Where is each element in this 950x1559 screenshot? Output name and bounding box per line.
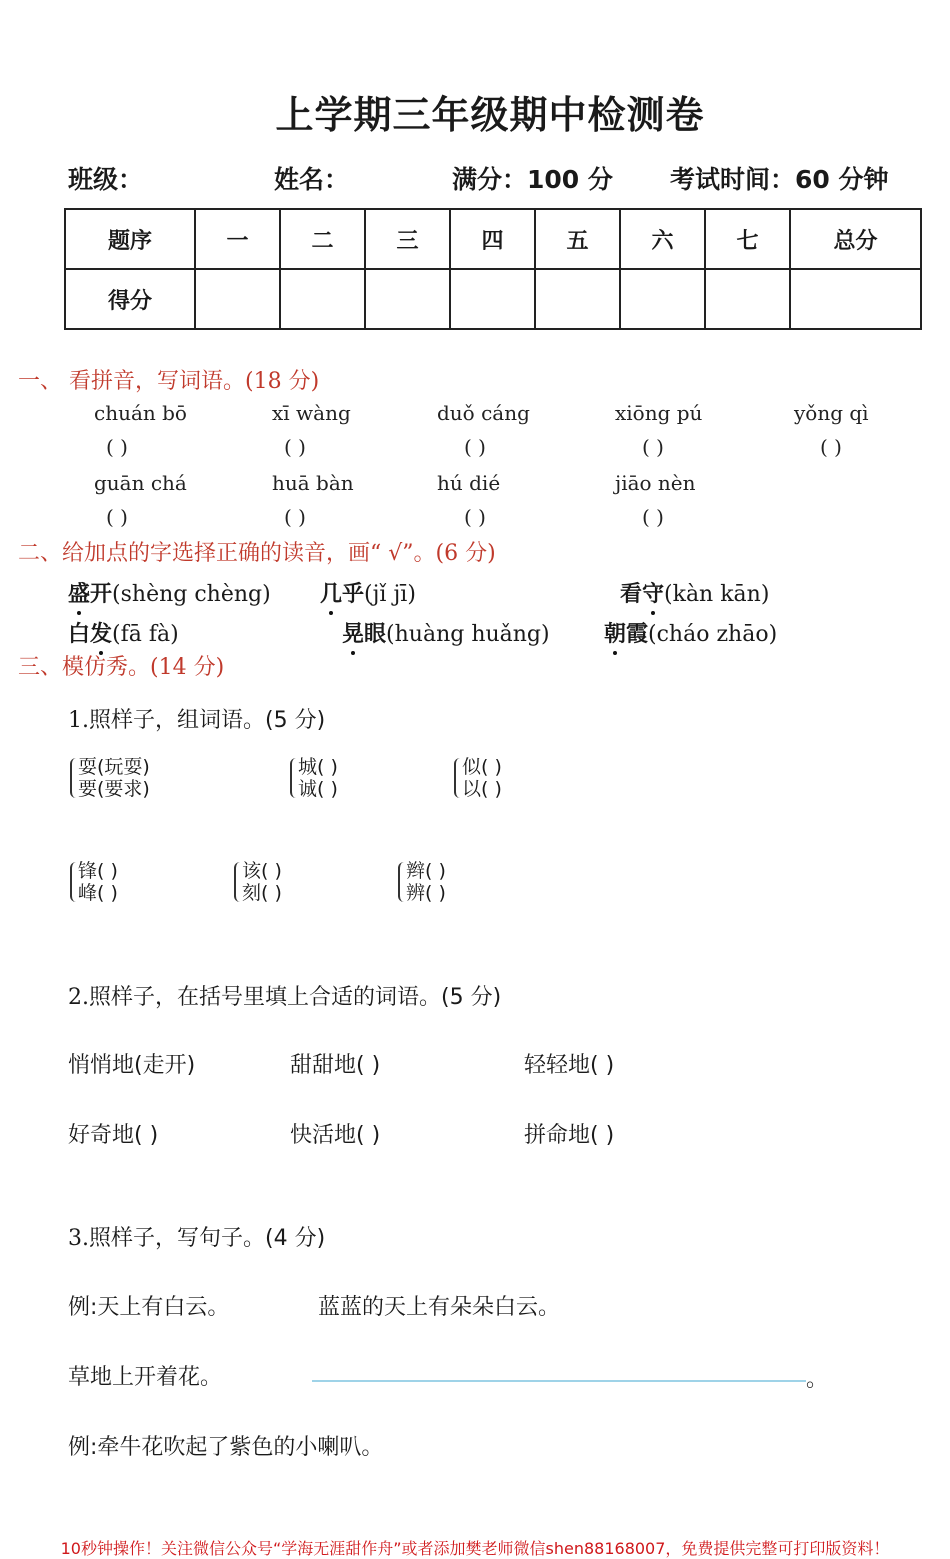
table-cell: 总分	[790, 209, 921, 269]
section-3-heading: 三、模仿秀。(14 分)	[18, 655, 225, 680]
word-pair[interactable]: 该( ) 刻( )	[234, 860, 324, 906]
page-title: 上学期三年级期中检测卷	[275, 93, 705, 137]
score-cell[interactable]	[450, 269, 535, 329]
score-cell[interactable]	[790, 269, 921, 329]
reading-options[interactable]: (huàng huǎng)	[386, 622, 550, 647]
reading-options[interactable]: (cháo zhāo)	[648, 622, 778, 647]
fill-item[interactable]: 轻轻地( )	[524, 1053, 615, 1078]
dotted-char: 朝	[604, 622, 626, 647]
score-table-header-row	[65, 209, 921, 269]
section-2-heading: 二、给加点的字选择正确的读音，画“ √”。(6 分)	[18, 541, 496, 566]
word-pair[interactable]: 城( ) 诚( )	[290, 756, 380, 802]
word-pair[interactable]: 锋( ) 峰( )	[70, 860, 160, 906]
score-cell[interactable]	[620, 269, 705, 329]
pinyin-item: duǒ cáng	[437, 401, 530, 425]
table-cell: 六	[620, 209, 705, 269]
score-table-score-row	[65, 269, 921, 329]
reading-item: 看守 (kàn kān)	[620, 577, 769, 608]
reading-options[interactable]: (jǐ jī)	[364, 582, 416, 607]
word-pair[interactable]: 似( ) 以( )	[454, 756, 544, 802]
score-cell[interactable]	[280, 269, 365, 329]
table-cell: 七	[705, 209, 790, 269]
answer-blank[interactable]: ( )	[284, 505, 306, 529]
reading-item: 白发 (fā fà)	[68, 617, 179, 648]
pinyin-item: jiāo nèn	[615, 471, 696, 495]
answer-blank[interactable]: ( )	[464, 505, 486, 529]
full-score: 满分：100 分	[452, 165, 613, 194]
score-table	[64, 208, 922, 330]
fill-item: 悄悄地(走开)	[68, 1053, 196, 1078]
fill-item[interactable]: 好奇地( )	[68, 1123, 159, 1148]
pinyin-item: huā bàn	[272, 471, 354, 495]
table-cell: 四	[450, 209, 535, 269]
dotted-char: 盛	[68, 582, 90, 607]
pinyin-item: guān chá	[94, 471, 187, 495]
answer-blank[interactable]: ( )	[464, 435, 486, 459]
table-cell: 五	[535, 209, 620, 269]
dotted-char: 发	[90, 622, 112, 647]
footer-notice: 10秒钟操作！关注微信公众号“学海无涯甜作舟”或者添加樊老师微信shen88168007，免费提供完整可打印版资料！	[60, 1539, 890, 1558]
class-label: 班级：	[68, 165, 144, 194]
pinyin-item: xī wàng	[272, 401, 351, 425]
answer-blank[interactable]: ( )	[106, 505, 128, 529]
section-1-heading: 一、 看拼音，写词语。(18 分)	[18, 369, 320, 394]
word-pair: 耍(玩耍) 要(要求)	[70, 756, 190, 802]
answer-blank[interactable]: ( )	[106, 435, 128, 459]
fill-item[interactable]: 甜甜地( )	[290, 1053, 381, 1078]
name-label: 姓名：	[274, 165, 350, 194]
example-answer: 蓝蓝的天上有朵朵白云。	[318, 1295, 561, 1320]
table-cell: 题序	[65, 209, 195, 269]
score-cell[interactable]	[705, 269, 790, 329]
task-sentence: 草地上开着花。	[68, 1365, 223, 1390]
example-sentence: 例:牵牛花吹起了紫色的小喇叭。	[68, 1435, 384, 1460]
reading-item: 几 乎(jǐ jī)	[320, 577, 416, 608]
dotted-char: 几	[320, 582, 342, 607]
reading-item: 朝 霞(cháo zhāo)	[604, 617, 777, 648]
example-sentence: 例:天上有白云。	[68, 1295, 230, 1320]
pinyin-item: chuán bō	[94, 401, 187, 425]
dotted-char: 晃	[342, 622, 364, 647]
fill-item[interactable]: 快活地( )	[290, 1123, 381, 1148]
fill-item[interactable]: 拼命地( )	[524, 1123, 615, 1148]
answer-blank[interactable]: ( )	[284, 435, 306, 459]
score-cell[interactable]	[195, 269, 280, 329]
table-cell: 二	[280, 209, 365, 269]
dotted-char: 守	[642, 582, 664, 607]
score-cell[interactable]	[365, 269, 450, 329]
reading-options[interactable]: (kàn kān)	[664, 582, 770, 607]
table-cell: 三	[365, 209, 450, 269]
end-mark: 。	[806, 1367, 829, 1392]
table-cell: 一	[195, 209, 280, 269]
reading-item: 晃 眼(huàng huǎng)	[342, 617, 550, 648]
answer-blank[interactable]: ( )	[642, 505, 664, 529]
reading-options[interactable]: (shèng chèng)	[112, 582, 271, 607]
table-cell: 得分	[65, 269, 195, 329]
exam-time: 考试时间：60 分钟	[670, 165, 889, 194]
word-pair[interactable]: 辫( ) 辨( )	[398, 860, 488, 906]
question-2-heading: 2.照样子，在括号里填上合适的词语。(5 分)	[68, 985, 502, 1010]
answer-line[interactable]	[312, 1380, 806, 1382]
answer-blank[interactable]: ( )	[642, 435, 664, 459]
score-cell[interactable]	[535, 269, 620, 329]
pinyin-item: hú dié	[437, 471, 501, 495]
reading-options[interactable]: (fā fà)	[112, 622, 179, 647]
reading-item: 盛 开(shèng chèng)	[68, 577, 271, 608]
pinyin-item: yǒng qì	[794, 401, 869, 425]
question-3-heading: 3.照样子，写句子。(4 分)	[68, 1226, 326, 1251]
answer-blank[interactable]: ( )	[820, 435, 842, 459]
pinyin-item: xiōng pú	[615, 401, 703, 425]
question-1-heading: 1.照样子，组词语。(5 分)	[68, 708, 326, 733]
